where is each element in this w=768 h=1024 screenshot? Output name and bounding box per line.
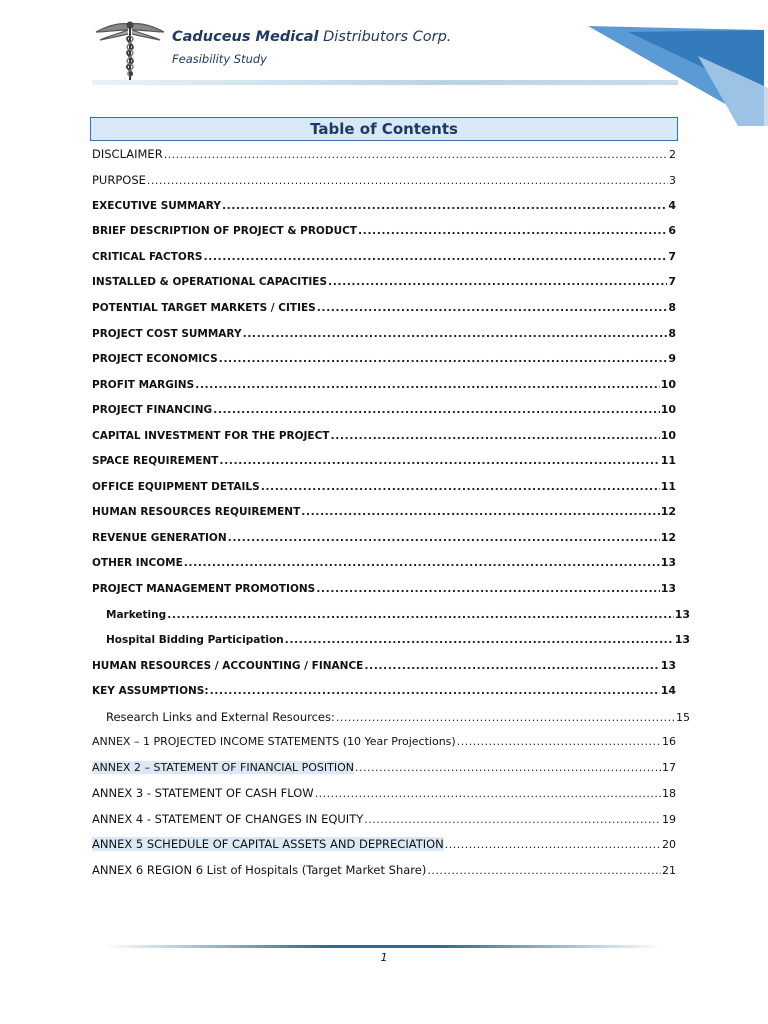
toc-entry[interactable] bbox=[92, 454, 676, 474]
toc-entry-page: 10 bbox=[660, 378, 676, 391]
toc-entry-page: 21 bbox=[662, 864, 676, 877]
document-subtitle: Feasibility Study bbox=[172, 52, 267, 66]
toc-entry-label: HUMAN RESOURCES / ACCOUNTING / FINANCE bbox=[92, 660, 364, 672]
toc-entry-label: PROJECT MANAGEMENT PROMOTIONS bbox=[92, 583, 316, 595]
toc-entry-label: ANNEX 3 - STATEMENT OF CASH FLOW bbox=[92, 786, 314, 800]
toc-entry[interactable] bbox=[92, 684, 676, 704]
toc-entry-page: 10 bbox=[660, 403, 676, 416]
toc-entry[interactable] bbox=[92, 275, 676, 295]
toc-entry-page: 11 bbox=[660, 480, 676, 493]
dot-leader bbox=[167, 608, 674, 621]
toc-entry[interactable] bbox=[92, 812, 676, 832]
toc-entry[interactable] bbox=[92, 224, 676, 244]
dot-leader bbox=[330, 429, 659, 442]
dot-leader bbox=[358, 224, 667, 237]
dot-leader bbox=[457, 735, 661, 748]
toc-entry-label: BRIEF DESCRIPTION OF PROJECT & PRODUCT bbox=[92, 225, 357, 237]
toc-entry[interactable] bbox=[92, 352, 676, 372]
toc-entry-page: 10 bbox=[660, 429, 676, 442]
toc-entry[interactable] bbox=[92, 633, 690, 653]
toc-entry[interactable] bbox=[92, 199, 676, 219]
toc-entry-page: 14 bbox=[660, 684, 676, 697]
toc-entry-page: 13 bbox=[674, 608, 690, 621]
toc-entry-label: PROJECT FINANCING bbox=[92, 404, 213, 416]
dot-leader bbox=[219, 352, 668, 365]
toc-entry[interactable] bbox=[92, 147, 676, 167]
dot-leader bbox=[213, 403, 660, 416]
toc-entry-label: ANNEX 6 REGION 6 List of Hospitals (Target Market Share) bbox=[92, 863, 427, 877]
toc-entry[interactable] bbox=[92, 250, 676, 270]
dot-leader bbox=[219, 454, 659, 467]
toc-entry-label: OFFICE EQUIPMENT DETAILS bbox=[92, 481, 260, 493]
toc-entry-page: 13 bbox=[660, 582, 676, 595]
dot-leader bbox=[364, 659, 659, 672]
toc-entry[interactable] bbox=[92, 735, 676, 755]
dot-leader bbox=[336, 710, 675, 724]
toc-entry-page: 7 bbox=[668, 275, 676, 288]
toc-entry-page: 18 bbox=[662, 787, 676, 800]
toc-entry[interactable] bbox=[92, 761, 676, 781]
dot-leader bbox=[184, 556, 660, 569]
toc-entry-label: CRITICAL FACTORS bbox=[92, 251, 203, 263]
dot-leader bbox=[316, 582, 659, 595]
toc-entry-page: 8 bbox=[668, 327, 676, 340]
toc-entry[interactable] bbox=[92, 863, 676, 883]
toc-entry-label: PROJECT COST SUMMARY bbox=[92, 328, 242, 340]
dot-leader bbox=[364, 812, 661, 826]
toc-entry-label: ANNEX 5 SCHEDULE OF CAPITAL ASSETS AND DEPRECIATION bbox=[92, 837, 444, 851]
company-name bbox=[172, 29, 451, 45]
toc-entry-label: HUMAN RESOURCES REQUIREMENT bbox=[92, 506, 301, 518]
dot-leader bbox=[317, 301, 668, 314]
toc-entry-label: Marketing bbox=[106, 609, 167, 621]
toc-entry-label: KEY ASSUMPTIONS: bbox=[92, 685, 209, 697]
toc-title-box bbox=[90, 117, 678, 141]
toc-entry[interactable] bbox=[92, 378, 676, 398]
toc-title: Table of Contents bbox=[310, 120, 458, 138]
toc-entry-page: 9 bbox=[668, 352, 676, 365]
toc-entry-page: 12 bbox=[660, 505, 676, 518]
toc-entry-label: CAPITAL INVESTMENT FOR THE PROJECT bbox=[92, 430, 330, 442]
toc-entry-label: ANNEX 2 – STATEMENT OF FINANCIAL POSITION bbox=[92, 761, 355, 774]
toc-entry-page: 13 bbox=[674, 633, 690, 646]
toc-entry-label: INSTALLED & OPERATIONAL CAPACITIES bbox=[92, 276, 328, 288]
toc-entry[interactable] bbox=[92, 173, 676, 193]
toc-entry[interactable] bbox=[92, 710, 690, 730]
toc-entry[interactable] bbox=[92, 837, 676, 857]
toc-entry-label: ANNEX – 1 PROJECTED INCOME STATEMENTS (10 Year Projections) bbox=[92, 735, 456, 748]
toc-entry-page: 20 bbox=[662, 838, 676, 851]
caduceus-icon bbox=[94, 18, 166, 82]
toc-entry[interactable] bbox=[92, 505, 676, 525]
toc-entry-label: POTENTIAL TARGET MARKETS / CITIES bbox=[92, 302, 316, 314]
toc-entry-page: 19 bbox=[662, 813, 676, 826]
dot-leader bbox=[210, 684, 660, 697]
toc-entry[interactable] bbox=[92, 480, 676, 500]
toc-entry-page: 8 bbox=[668, 301, 676, 314]
toc-entry-page: 3 bbox=[669, 174, 676, 187]
toc-entry-page: 16 bbox=[662, 735, 676, 748]
toc-entry[interactable] bbox=[92, 582, 676, 602]
toc-entry-label: REVENUE GENERATION bbox=[92, 532, 227, 544]
toc-entry[interactable] bbox=[92, 403, 676, 423]
dot-leader bbox=[164, 147, 668, 161]
dot-leader bbox=[355, 761, 661, 774]
toc-entry[interactable] bbox=[92, 786, 676, 806]
dot-leader bbox=[222, 199, 667, 212]
toc-entry-page: 11 bbox=[660, 454, 676, 467]
toc-entry[interactable] bbox=[92, 608, 690, 628]
dot-leader bbox=[195, 378, 660, 391]
dot-leader bbox=[328, 275, 667, 288]
dot-leader bbox=[445, 837, 661, 851]
toc-entry-page: 7 bbox=[668, 250, 676, 263]
dot-leader bbox=[147, 173, 668, 187]
toc-entry-label: PURPOSE bbox=[92, 173, 146, 187]
toc-entry-label: SPACE REQUIREMENT bbox=[92, 455, 219, 467]
company-name-bold: Caduceus Medical bbox=[172, 29, 319, 45]
toc-entry-page: 15 bbox=[676, 711, 690, 724]
dot-leader bbox=[315, 786, 661, 800]
toc-entry-label: PROFIT MARGINS bbox=[92, 379, 195, 391]
toc-entry-label: Research Links and External Resources: bbox=[106, 710, 335, 724]
dot-leader bbox=[228, 531, 660, 544]
toc-entry-page: 17 bbox=[662, 761, 676, 774]
toc-entry-page: 4 bbox=[668, 199, 676, 212]
footer-divider bbox=[104, 945, 664, 948]
toc-entry[interactable] bbox=[92, 327, 676, 347]
toc-entry-label: PROJECT ECONOMICS bbox=[92, 353, 218, 365]
dot-leader bbox=[243, 327, 668, 340]
toc-entry-page: 2 bbox=[669, 148, 676, 161]
toc-entry-label: ANNEX 4 - STATEMENT OF CHANGES IN EQUITY bbox=[92, 812, 364, 826]
toc-entry-page: 13 bbox=[660, 556, 676, 569]
toc-entry[interactable] bbox=[92, 659, 676, 679]
toc-entry-page: 6 bbox=[668, 224, 676, 237]
toc-entry[interactable] bbox=[92, 429, 676, 449]
dot-leader bbox=[301, 505, 659, 518]
toc-entry-page: 12 bbox=[660, 531, 676, 544]
toc-entry[interactable] bbox=[92, 301, 676, 321]
toc-entry-page: 13 bbox=[660, 659, 676, 672]
toc-entry-label: EXECUTIVE SUMMARY bbox=[92, 200, 221, 212]
toc-entry-label: Hospital Bidding Participation bbox=[106, 634, 284, 646]
dot-leader bbox=[203, 250, 667, 263]
toc-entry-label: DISCLAIMER bbox=[92, 147, 163, 161]
company-name-rest: Distributors Corp. bbox=[318, 29, 452, 45]
dot-leader bbox=[427, 863, 661, 877]
toc-entry-label: OTHER INCOME bbox=[92, 557, 183, 569]
toc-entry[interactable] bbox=[92, 531, 676, 551]
dot-leader bbox=[285, 633, 674, 646]
dot-leader bbox=[261, 480, 660, 493]
page-number: 1 bbox=[380, 951, 388, 964]
toc-entry[interactable] bbox=[92, 556, 676, 576]
